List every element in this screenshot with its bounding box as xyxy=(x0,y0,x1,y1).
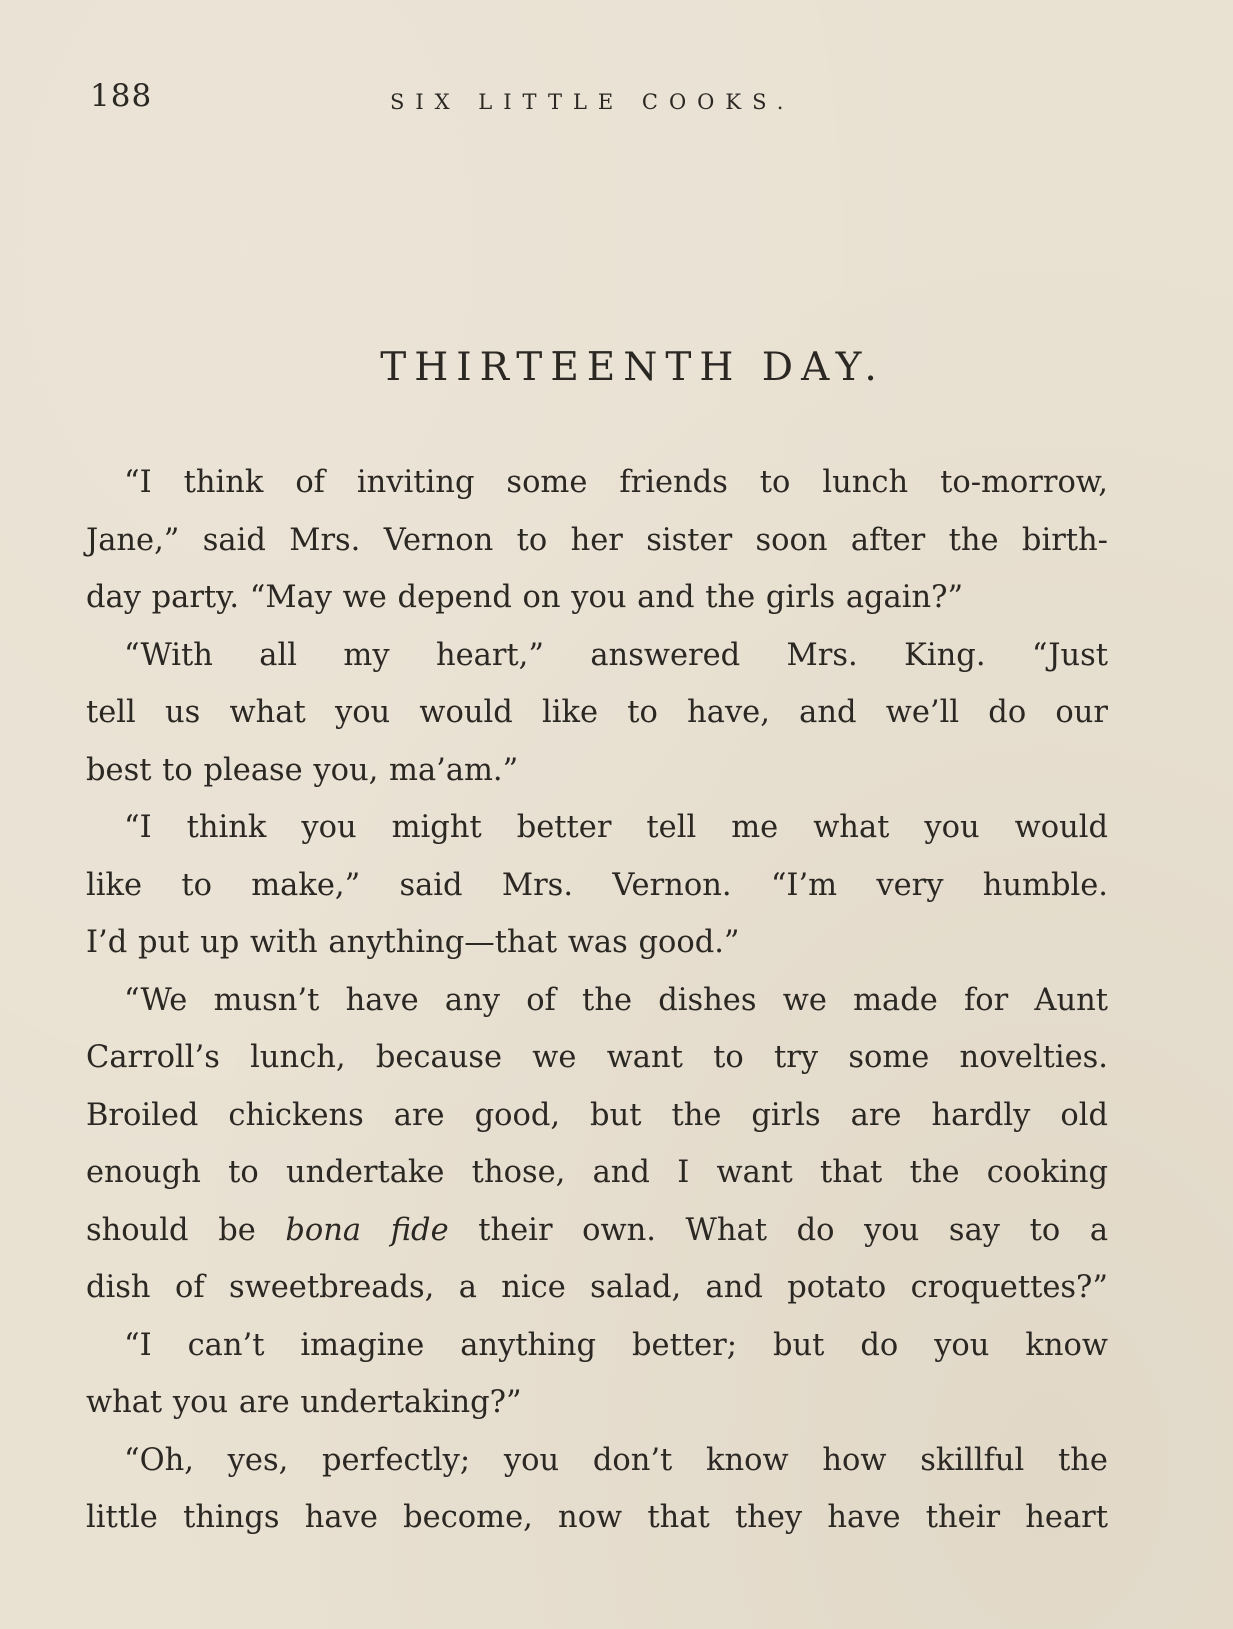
text-line: like to make,” said Mrs. Vernon. “I’m very humble. xyxy=(86,867,1108,903)
text-line: tell us what you would like to have, and we’ll do our xyxy=(86,695,1108,730)
text-line: Carroll’s lunch, because we want to try some novelties. xyxy=(86,1040,1108,1075)
text-line: Broiled chickens are good, but the girls are hardly old xyxy=(86,1097,1108,1133)
chapter-title xyxy=(0,345,1233,390)
text-line: “I think you might better tell me what you would xyxy=(124,810,1108,845)
body-text xyxy=(86,454,1108,1547)
running-head xyxy=(90,78,1110,118)
text-line: Jane,” said Mrs. Vernon to her sister soon after the birth- xyxy=(86,522,1108,558)
text-line: should be bona fide their own. What do you say to a xyxy=(86,1212,1109,1248)
text-line: what you are undertaking?” xyxy=(86,1385,522,1420)
italic-phrase: bona fide xyxy=(285,1212,449,1248)
text-line: I’d put up with anything—that was good.” xyxy=(86,925,740,960)
text-line: “Oh, yes, perfectly; you don’t know how skillful the xyxy=(124,1442,1108,1478)
chapter-title-text: THIRTEENTH DAY. xyxy=(380,345,885,390)
page-number: 188 xyxy=(90,78,153,114)
text-line: little things have become, now that they have their heart xyxy=(86,1500,1108,1535)
text-line: “I think of inviting some friends to lunch to-morrow, xyxy=(124,465,1108,500)
text-line: best to please you, ma’am.” xyxy=(86,752,519,788)
text-line: “With all my heart,” answered Mrs. King. “Just xyxy=(124,637,1108,673)
text-line: dish of sweetbreads, a nice salad, and potato croquettes?” xyxy=(86,1270,1108,1305)
running-title: SIX LITTLE COOKS. xyxy=(390,90,795,114)
text-line: enough to undertake those, and I want that the cooking xyxy=(86,1155,1108,1190)
text-line: day party. “May we depend on you and the girls again?” xyxy=(86,580,964,615)
text-line: “I can’t imagine anything better; but do you know xyxy=(124,1327,1108,1363)
text-line: “We musn’t have any of the dishes we made for Aunt xyxy=(124,982,1108,1018)
